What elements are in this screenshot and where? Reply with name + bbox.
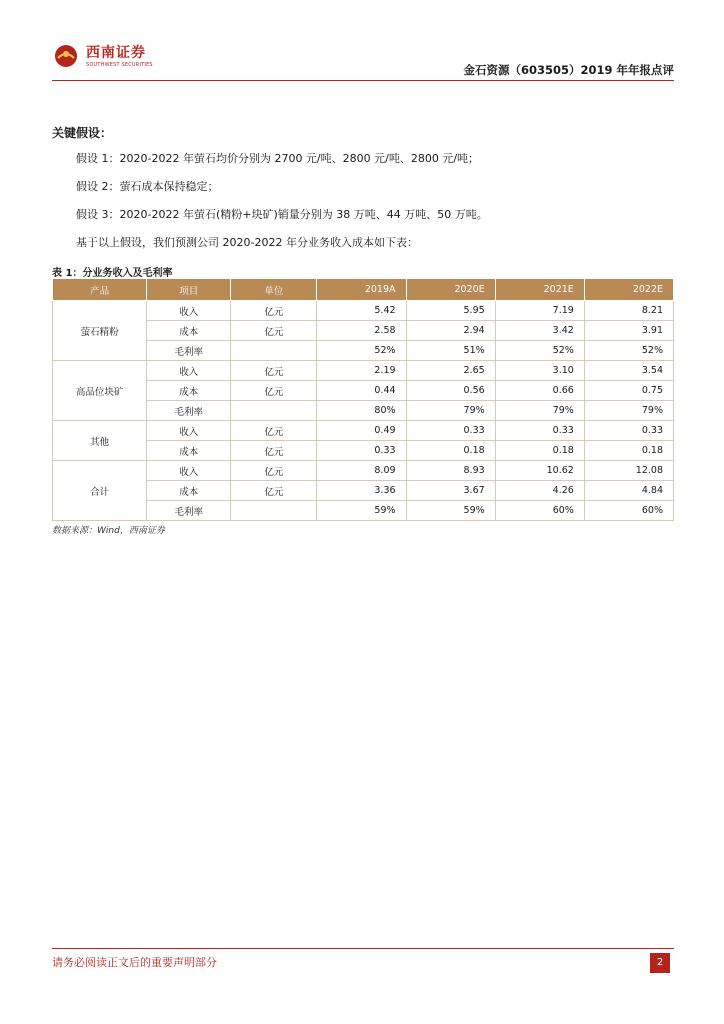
value-cell: 0.18 <box>584 441 673 461</box>
value-cell: 2.65 <box>406 361 495 381</box>
product-cell: 合计 <box>53 461 147 521</box>
item-cell: 成本 <box>147 441 231 461</box>
header-2019a: 2019A <box>317 279 406 301</box>
table-row <box>53 301 674 321</box>
product-cell: 萤石精粉 <box>53 301 147 361</box>
value-cell: 79% <box>406 401 495 421</box>
page-header <box>52 38 674 82</box>
header-2020e: 2020E <box>406 279 495 301</box>
value-cell: 0.18 <box>406 441 495 461</box>
assumption-1: 假设 1：2020-2022 年萤石均价分别为 2700 元/吨、2800 元/吨、2800 元/吨； <box>76 152 480 165</box>
value-cell: 12.08 <box>584 461 673 481</box>
item-cell: 成本 <box>147 321 231 341</box>
unit-cell: 亿元 <box>231 461 317 481</box>
value-cell: 3.10 <box>495 361 584 381</box>
value-cell: 60% <box>584 501 673 521</box>
value-cell: 5.95 <box>406 301 495 321</box>
logo-chinese-text: 西南证券 <box>86 45 146 61</box>
value-cell: 0.56 <box>406 381 495 401</box>
value-cell: 3.67 <box>406 481 495 501</box>
table-header-row <box>53 279 674 301</box>
value-cell: 0.33 <box>406 421 495 441</box>
value-cell: 0.33 <box>584 421 673 441</box>
header-unit: 单位 <box>231 279 317 301</box>
table-caption: 表 1：分业务收入及毛利率 <box>52 268 173 279</box>
value-cell: 60% <box>495 501 584 521</box>
value-cell: 0.18 <box>495 441 584 461</box>
value-cell: 79% <box>495 401 584 421</box>
item-cell: 毛利率 <box>147 341 231 361</box>
table-row <box>53 461 674 481</box>
table-row <box>53 421 674 441</box>
value-cell: 0.33 <box>495 421 584 441</box>
data-source-note: 数据来源：Wind，西南证券 <box>52 526 165 536</box>
unit-cell: 亿元 <box>231 361 317 381</box>
value-cell: 3.91 <box>584 321 673 341</box>
footer-divider <box>52 948 674 949</box>
revenue-margin-table <box>52 278 674 521</box>
value-cell: 3.42 <box>495 321 584 341</box>
page-number: 2 <box>650 953 670 973</box>
value-cell: 3.36 <box>317 481 406 501</box>
unit-cell: 亿元 <box>231 441 317 461</box>
value-cell: 5.42 <box>317 301 406 321</box>
value-cell: 3.54 <box>584 361 673 381</box>
unit-cell: 亿元 <box>231 481 317 501</box>
unit-cell: 亿元 <box>231 321 317 341</box>
section-title: 关键假设： <box>52 126 113 140</box>
company-logo <box>52 42 172 74</box>
assumption-3: 假设 3：2020-2022 年萤石(精粉+块矿)销量分别为 38 万吨、44 万吨、50 万吨。 <box>76 208 488 221</box>
logo-emblem-icon <box>54 44 78 68</box>
item-cell: 收入 <box>147 421 231 441</box>
unit-cell <box>231 501 317 521</box>
header-2022e: 2022E <box>584 279 673 301</box>
table-row <box>53 361 674 381</box>
value-cell: 7.19 <box>495 301 584 321</box>
value-cell: 0.66 <box>495 381 584 401</box>
assumption-2: 假设 2：萤石成本保持稳定； <box>76 180 219 193</box>
report-title: 金石资源（603505）2019 年年报点评 <box>463 63 674 77</box>
item-cell: 毛利率 <box>147 401 231 421</box>
item-cell: 成本 <box>147 381 231 401</box>
value-cell: 52% <box>584 341 673 361</box>
forecast-intro: 基于以上假设，我们预测公司 2020-2022 年分业务收入成本如下表： <box>76 236 418 249</box>
value-cell: 2.94 <box>406 321 495 341</box>
value-cell: 0.44 <box>317 381 406 401</box>
value-cell: 59% <box>406 501 495 521</box>
value-cell: 8.09 <box>317 461 406 481</box>
value-cell: 51% <box>406 341 495 361</box>
product-cell: 高品位块矿 <box>53 361 147 421</box>
item-cell: 收入 <box>147 361 231 381</box>
value-cell: 2.58 <box>317 321 406 341</box>
value-cell: 52% <box>495 341 584 361</box>
unit-cell <box>231 401 317 421</box>
unit-cell <box>231 341 317 361</box>
value-cell: 10.62 <box>495 461 584 481</box>
value-cell: 0.75 <box>584 381 673 401</box>
product-cell: 其他 <box>53 421 147 461</box>
value-cell: 8.21 <box>584 301 673 321</box>
value-cell: 4.26 <box>495 481 584 501</box>
logo-english-text: SOUTHWEST SECURITIES <box>86 62 153 68</box>
unit-cell: 亿元 <box>231 381 317 401</box>
footer-disclaimer: 请务必阅读正文后的重要声明部分 <box>52 956 217 969</box>
unit-cell: 亿元 <box>231 301 317 321</box>
value-cell: 52% <box>317 341 406 361</box>
value-cell: 79% <box>584 401 673 421</box>
header-item: 项目 <box>147 279 231 301</box>
value-cell: 0.49 <box>317 421 406 441</box>
item-cell: 毛利率 <box>147 501 231 521</box>
value-cell: 8.93 <box>406 461 495 481</box>
value-cell: 80% <box>317 401 406 421</box>
header-product: 产品 <box>53 279 147 301</box>
item-cell: 成本 <box>147 481 231 501</box>
header-2021e: 2021E <box>495 279 584 301</box>
unit-cell: 亿元 <box>231 421 317 441</box>
value-cell: 0.33 <box>317 441 406 461</box>
value-cell: 2.19 <box>317 361 406 381</box>
value-cell: 59% <box>317 501 406 521</box>
item-cell: 收入 <box>147 461 231 481</box>
item-cell: 收入 <box>147 301 231 321</box>
header-divider <box>52 80 674 81</box>
value-cell: 4.84 <box>584 481 673 501</box>
